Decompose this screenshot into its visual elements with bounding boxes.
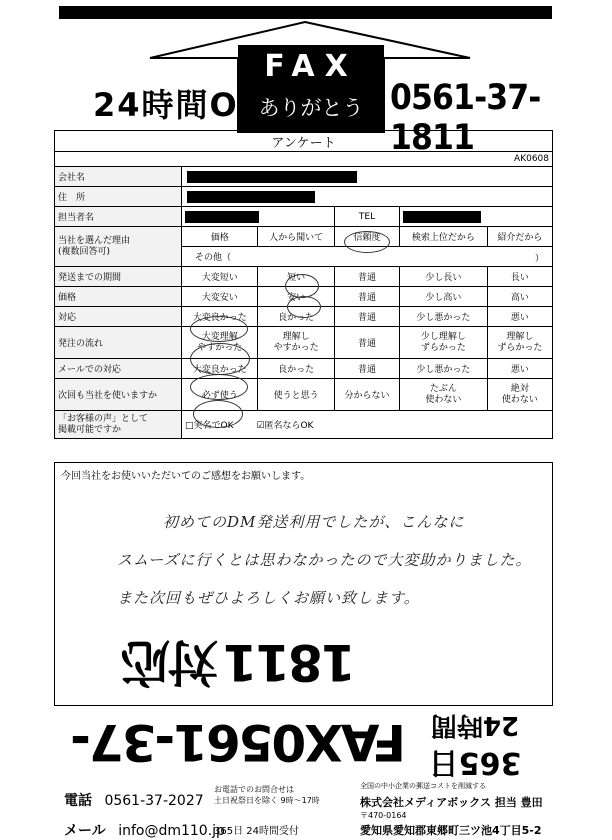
answer-circle xyxy=(344,231,390,253)
voice-option-anonymous: ☑匿名ならOK xyxy=(256,421,314,431)
footer-taiou: 対応 xyxy=(122,633,219,691)
row-label: メールでの対応 xyxy=(55,359,182,379)
comment-line: スムーズに行くとは思わなかったので大変助かりました。 xyxy=(117,551,532,569)
row-option: 理解し ずらかった xyxy=(487,327,552,359)
footer-365: 365日 xyxy=(428,745,522,780)
tel-label: TEL xyxy=(334,207,399,227)
voice-label: 「お客様の声」として 掲載可能ですか xyxy=(55,411,182,439)
row-option: 高い xyxy=(487,287,552,307)
footer-365-upside-down xyxy=(400,702,550,782)
redaction-bar xyxy=(185,211,259,223)
row-option: 大変良かった xyxy=(182,307,258,327)
row-option: 絶対 使わない xyxy=(487,379,552,411)
phone-note-line: お電話でのお問合せは xyxy=(214,785,294,794)
reason-option: 価格 xyxy=(182,227,258,247)
reason-option: 検索上位だから xyxy=(400,227,488,247)
company-tagline: 全国の中小企業の郵送コストを削減する xyxy=(360,782,486,790)
phone-number: 0561-37-2027 xyxy=(104,793,204,809)
voice-option-realname: □実名でOK xyxy=(185,421,234,431)
reason-option: 信頼度 xyxy=(334,227,399,247)
reason-label: 当社を選んだ理由 (複数回答可) xyxy=(55,227,182,267)
row-option: 大変短い xyxy=(182,267,258,287)
row-option: 普通 xyxy=(334,307,399,327)
other-label: その他（ xyxy=(195,253,232,263)
answer-circle xyxy=(193,400,243,428)
row-option: 悪い xyxy=(487,359,552,379)
answer-circle xyxy=(190,316,248,342)
row-option: 短い xyxy=(258,267,334,287)
company-label: 会社名 xyxy=(55,167,182,187)
row-option: 必ず使う xyxy=(182,379,258,411)
redaction-bar xyxy=(187,171,357,183)
row-label: 発注の流れ xyxy=(55,327,182,359)
phone-label: 電話 xyxy=(64,793,92,809)
row-option: 少し理解し ずらかった xyxy=(400,327,488,359)
mail-note: 365日 24時間受付 xyxy=(214,826,299,837)
survey-title: アンケート xyxy=(55,131,553,152)
address-field xyxy=(182,187,553,207)
company-field xyxy=(182,167,553,187)
answer-circle xyxy=(190,343,250,375)
answer-circle xyxy=(190,374,248,400)
comment-line: また次回もぜひよろしくお願い致します。 xyxy=(117,589,420,607)
row-option: 大変良かった xyxy=(182,359,258,379)
row-option: 長い xyxy=(487,267,552,287)
mail-address: info@dm110.jp xyxy=(118,823,225,839)
row-option: 悪い xyxy=(487,307,552,327)
footer-fax-number: FAX0561-37-1811 xyxy=(72,633,406,771)
row-option: 良かった xyxy=(258,359,334,379)
row-option: 大変安い xyxy=(182,287,258,307)
address-label: 住 所 xyxy=(55,187,182,207)
survey-code: AK0608 xyxy=(55,152,553,167)
row-option: 少し長い xyxy=(400,267,488,287)
tel-field xyxy=(400,207,553,227)
answer-circle xyxy=(287,296,321,318)
redaction-bar xyxy=(403,211,481,223)
contact-label: 担当者名 xyxy=(55,207,182,227)
row-option: 少し高い xyxy=(400,287,488,307)
redaction-bar xyxy=(187,191,315,203)
row-option: たぶん 使わない xyxy=(400,379,488,411)
row-option: 普通 xyxy=(334,327,399,359)
company-zip: 〒470-0164 xyxy=(360,811,407,820)
comment-line: 初めてのDM発送利用でしたが、こんなに xyxy=(163,513,465,531)
row-option: 分からない xyxy=(334,379,399,411)
company-name: 株式会社メディアボックス 担当 豊田 xyxy=(360,796,543,809)
row-label: 価格 xyxy=(55,287,182,307)
row-option: 少し悪かった xyxy=(400,359,488,379)
hours-ok: 24時間OK xyxy=(93,86,266,124)
footer-24h: 24時間 xyxy=(430,710,520,740)
reason-option: 人から聞いて xyxy=(258,227,334,247)
footer-fax-upside-down xyxy=(64,633,414,782)
phone-note-line: 土日祝祭日を除く 9時～17時 xyxy=(214,796,320,805)
thanks-text: ありがとう xyxy=(258,96,364,120)
row-option: 使うと思う xyxy=(258,379,334,411)
row-option: 良かった xyxy=(258,307,334,327)
company-address: 愛知県愛知郡東郷町三ツ池4丁目5-2 xyxy=(360,824,542,837)
contact-field xyxy=(182,207,335,227)
row-option: 少し悪かった xyxy=(400,307,488,327)
footer-mail xyxy=(64,820,225,840)
fax-number-top: 0561-37-1811 xyxy=(390,78,541,158)
fax-word: FAX xyxy=(264,49,358,84)
answer-circle xyxy=(285,274,319,298)
reason-option: 紹介だから xyxy=(487,227,552,247)
row-option: 普通 xyxy=(334,287,399,307)
row-option: 普通 xyxy=(334,359,399,379)
row-option: 普通 xyxy=(334,267,399,287)
row-option: 大変理解 やすかった xyxy=(182,327,258,359)
row-label: 対応 xyxy=(55,307,182,327)
row-option: 理解し やすかった xyxy=(258,327,334,359)
row-label: 発送までの期間 xyxy=(55,267,182,287)
other-close: ） xyxy=(534,254,544,264)
phone-note xyxy=(214,784,320,806)
row-label: 次回も当社を使いますか xyxy=(55,379,182,411)
comment-title: 今回当社をお使いいただいてのご感想をお願いします。 xyxy=(61,471,311,482)
row-option: 安い xyxy=(258,287,334,307)
mail-label: メール xyxy=(64,823,106,839)
footer-phone xyxy=(64,790,204,810)
